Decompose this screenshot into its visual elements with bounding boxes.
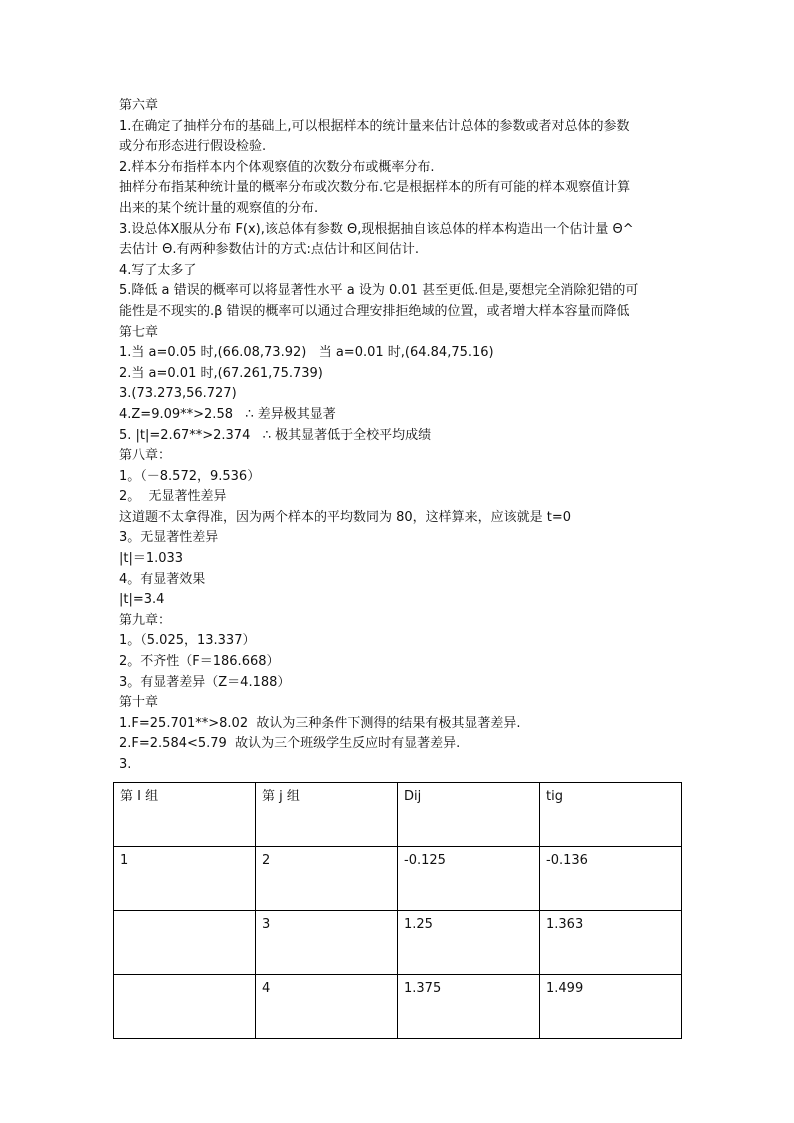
table-cell bbox=[114, 911, 256, 975]
text-line: 1。（5.025，13.337） bbox=[119, 633, 256, 649]
text-line: 1.当 a=0.05 时,(66.08,73.92) 当 a=0.01 时,(64.84,75.16) bbox=[119, 345, 494, 361]
text-line: 出来的某个统计量的观察值的分布. bbox=[119, 200, 319, 216]
chapter-8-heading: 第八章： bbox=[119, 448, 172, 464]
chapter-9-heading: 第九章： bbox=[119, 612, 172, 628]
table-cell: 4 bbox=[256, 975, 398, 1039]
text-line: 2.样本分布指样本内个体观察值的次数分布或概率分布. bbox=[119, 159, 435, 175]
text-line: 1.F=25.701**>8.02 故认为三种条件下测得的结果有极其显著差异. bbox=[119, 715, 521, 731]
text-line: 3.设总体X服从分布 F(x),该总体有参数 Θ,现根据抽自该总体的样本构造出一个估计量 Θ^ bbox=[119, 221, 634, 237]
text-line: 5.降低 a 错误的概率可以将显著性水平 a 设为 0.01 甚至更低.但是,要想完全消除犯错的可 bbox=[119, 283, 639, 299]
table-cell bbox=[114, 975, 256, 1039]
text-line: 或分布形态进行假设检验. bbox=[119, 139, 267, 155]
chapter-10-heading: 第十章 bbox=[119, 695, 159, 711]
text-line: 抽样分布指某种统计量的概率分布或次数分布.它是根据样本的所有可能的样本观察值计算 bbox=[119, 180, 631, 196]
table-header-cell: tig bbox=[540, 783, 682, 847]
text-line: |t|＝1.033 bbox=[119, 551, 184, 567]
table-cell: 1.375 bbox=[398, 975, 540, 1039]
text-line: 能性是不现实的.β 错误的概率可以通过合理安排拒绝域的位置，或者增大样本容量而降低 bbox=[119, 303, 630, 319]
table-cell: -0.136 bbox=[540, 847, 682, 911]
table-row bbox=[114, 847, 682, 911]
text-line: 1.在确定了抽样分布的基础上,可以根据样本的统计量来估计总体的参数或者对总体的参数 bbox=[119, 118, 630, 134]
text-line: 4.写了太多了 bbox=[119, 262, 197, 278]
text-line: 3。无显著性差异 bbox=[119, 530, 219, 546]
chapter-7-heading: 第七章 bbox=[119, 324, 159, 340]
comparison-table bbox=[113, 782, 682, 1039]
text-line: |t|=3.4 bbox=[119, 592, 165, 608]
text-line: 这道题不太拿得准，因为两个样本的平均数同为 80，这样算来，应该就是 t=0 bbox=[119, 509, 572, 525]
text-line: 3。有显著差异（Z＝4.188） bbox=[119, 674, 291, 690]
table-cell: 1.499 bbox=[540, 975, 682, 1039]
table-header-cell: Dij bbox=[398, 783, 540, 847]
table-cell: 1.363 bbox=[540, 911, 682, 975]
document-body bbox=[119, 96, 699, 776]
text-line: 3. bbox=[119, 757, 132, 772]
table-cell: -0.125 bbox=[398, 847, 540, 911]
text-line: 3.(73.273,56.727) bbox=[119, 386, 237, 402]
table-cell: 1 bbox=[114, 847, 256, 911]
table-row bbox=[114, 911, 682, 975]
text-line: 1。（－8.572，9.536） bbox=[119, 468, 261, 484]
text-line: 去估计 Θ.有两种参数估计的方式:点估计和区间估计. bbox=[119, 242, 420, 258]
text-line: 2.当 a=0.01 时,(67.261,75.739) bbox=[119, 365, 323, 381]
table-cell: 2 bbox=[256, 847, 398, 911]
text-line: 4。有显著效果 bbox=[119, 571, 206, 587]
text-line: 5. |t|=2.67**>2.374 ∴ 极其显著低于全校平均成绩 bbox=[119, 427, 432, 443]
chapter-6-heading: 第六章 bbox=[119, 98, 159, 113]
table-cell: 1.25 bbox=[398, 911, 540, 975]
table-row bbox=[114, 975, 682, 1039]
text-line: 4.Z=9.09**>2.58 ∴ 差异极其显著 bbox=[119, 406, 336, 422]
text-line: 2.F=2.584<5.79 故认为三个班级学生反应时有显著差异. bbox=[119, 736, 461, 752]
text-line: 2。不齐性（F＝186.668） bbox=[119, 654, 280, 670]
text-line: 2。 无显著性差异 bbox=[119, 489, 227, 505]
table-header-cell: 第 I 组 bbox=[114, 783, 256, 847]
table-header-row bbox=[114, 783, 682, 847]
table-cell: 3 bbox=[256, 911, 398, 975]
table-header-cell: 第 j 组 bbox=[256, 783, 398, 847]
